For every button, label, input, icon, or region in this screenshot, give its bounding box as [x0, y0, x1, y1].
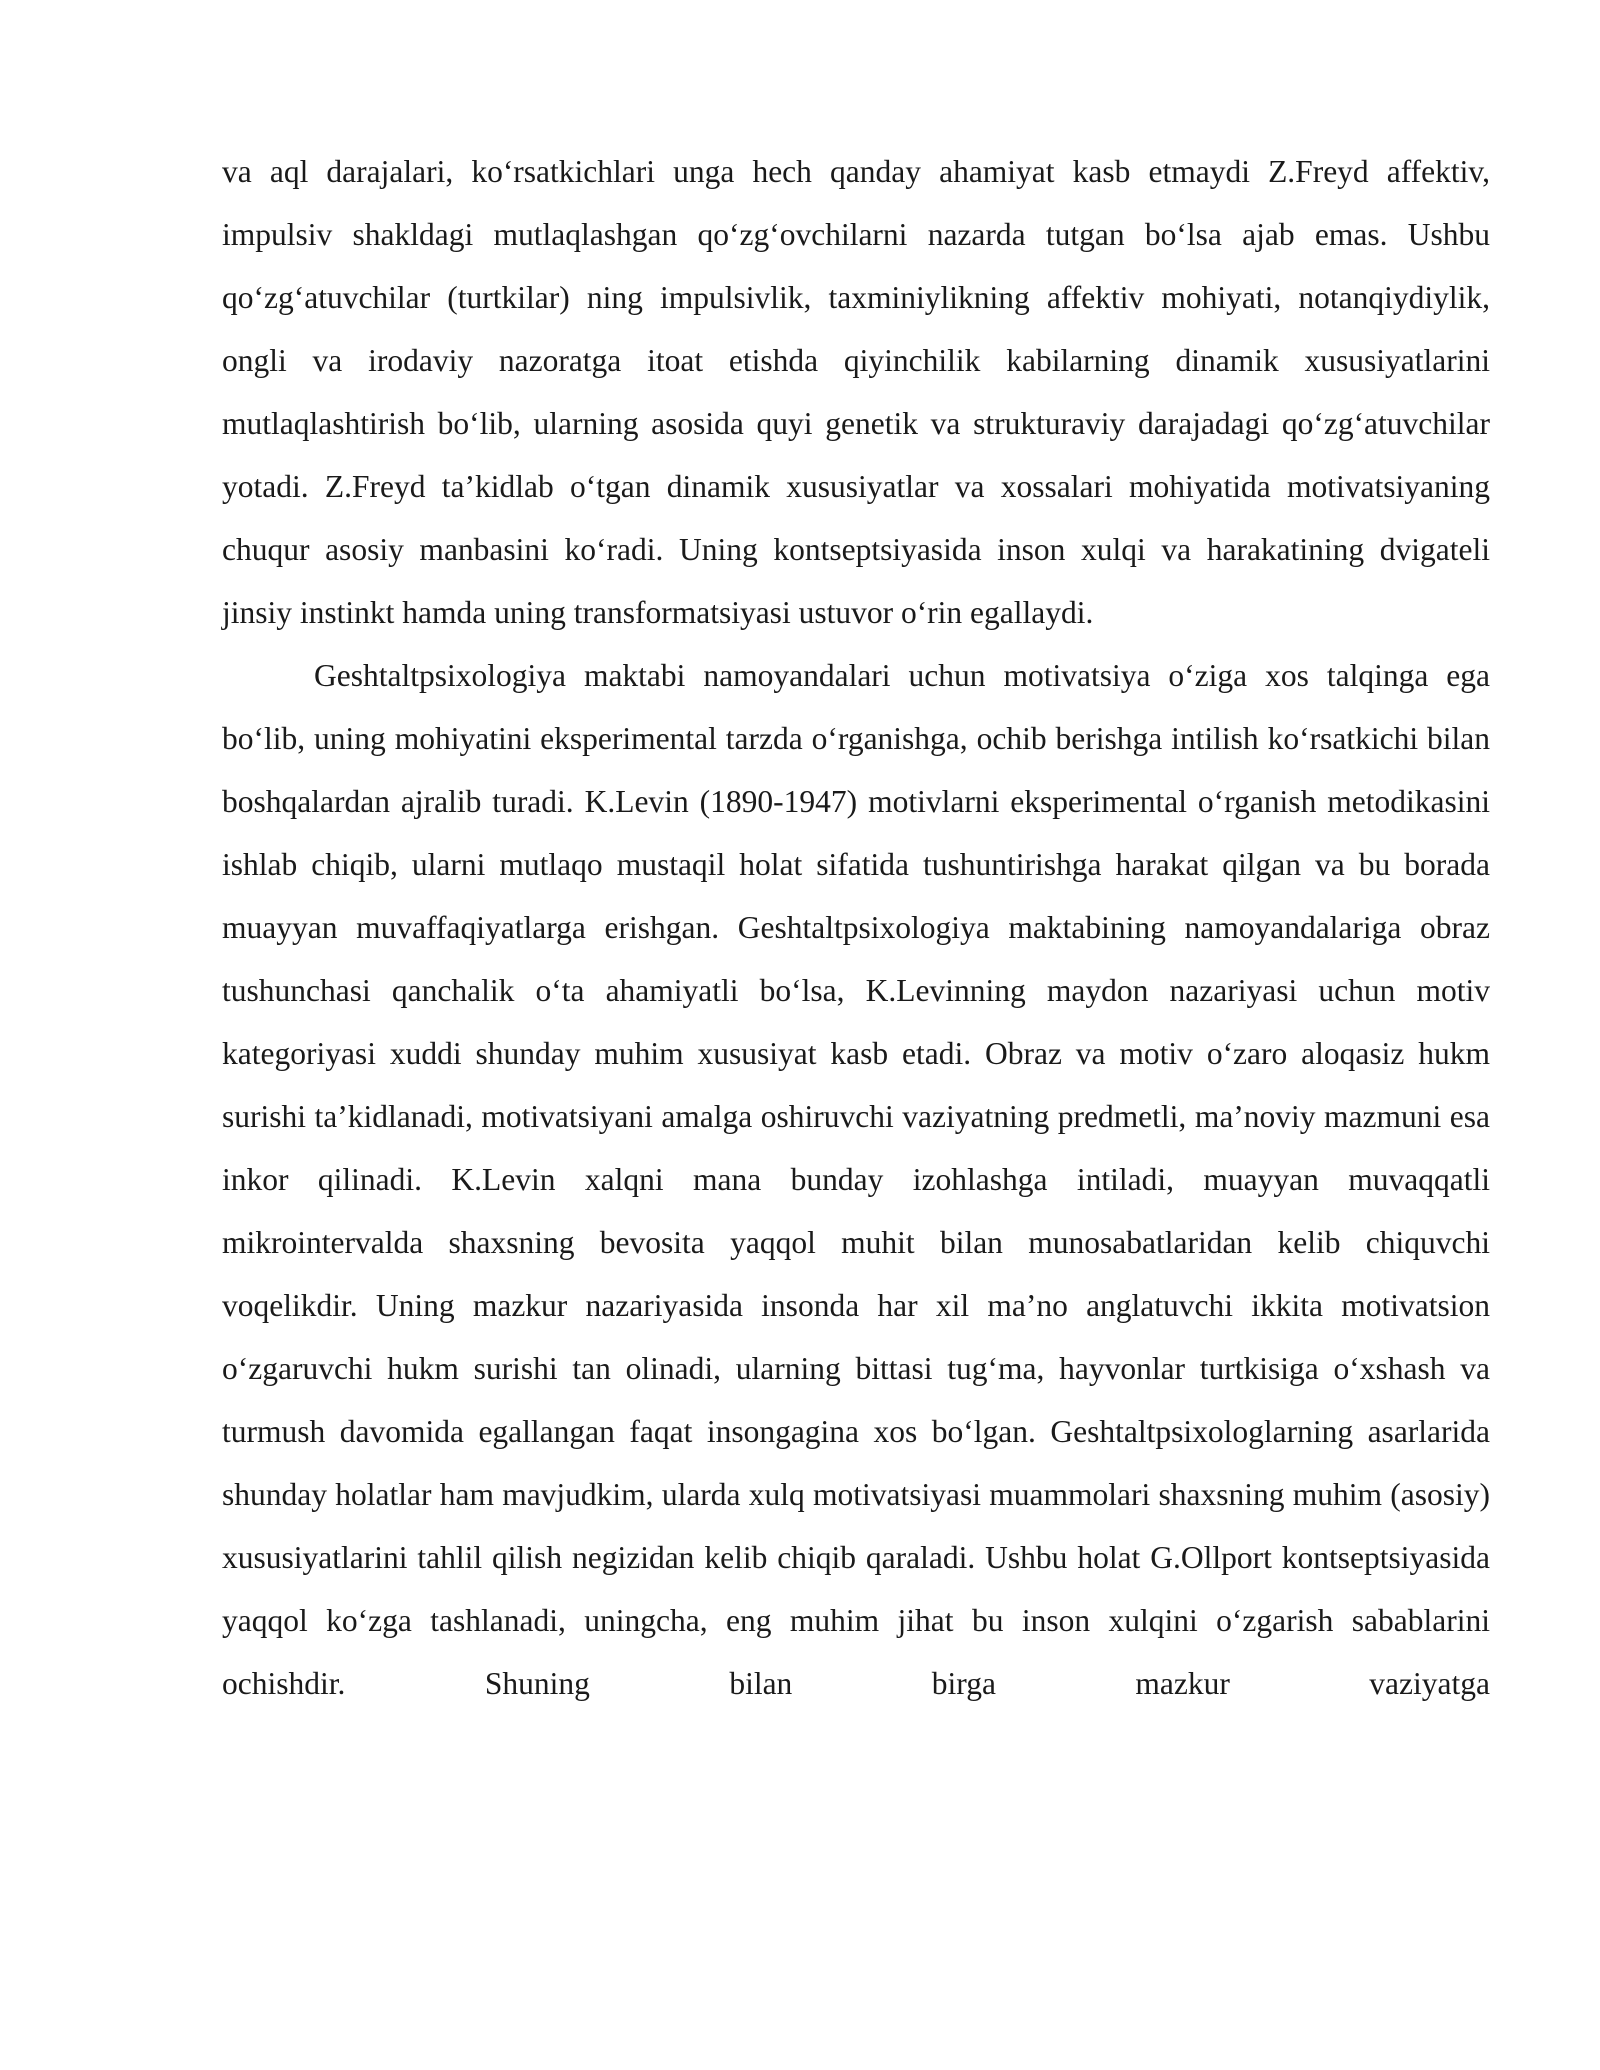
body-text [222, 140, 1490, 1715]
paragraph-geshtaltpsixologiya: Geshtaltpsixologiya maktabi namoyandalari uchun motivatsiya o‘ziga xos talqinga ega bo‘lib, uning mohiyatini eksperimental tarzda o‘rganishga, ochib berishga intilish ko‘rsatkichi bilan boshqalardan ajralib turadi. K.Levin (1890-1947) motivlarni eksperimental o‘rganish metodikasini ishlab chiqib, ularni mutlaqo mustaqil holat sifatida tushuntirishga harakat qilgan va bu borada muayyan muvaffaqiyatlarga erishgan. Geshtaltpsixologiya maktabining namoyandalariga obraz tushunchasi qanchalik o‘ta ahamiyatli bo‘lsa, K.Levinning maydon nazariyasi uchun motiv kategoriyasi xuddi shunday muhim xususiyat kasb etadi. Obraz va motiv o‘zaro aloqasiz hukm surishi ta’kidlanadi, motivatsiyani amalga oshiruvchi vaziyatning predmetli, ma’noviy mazmuni esa inkor qilinadi. K.Levin xalqni mana bunday izohlashga intiladi, muayyan muvaqqatli mikrointervalda shaxsning bevosita yaqqol muhit bilan munosabatlaridan kelib chiquvchi voqelikdir. Uning mazkur nazariyasida insonda har xil ma’no anglatuvchi ikkita motivatsion o‘zgaruvchi hukm surishi tan olinadi, ularning bittasi tug‘ma, hayvonlar turtkisiga o‘xshash va turmush davomida egallangan faqat insongagina xos bo‘lgan. Geshtaltpsixologlarning asarlarida shunday holatlar ham mavjudkim, ularda xulq motivatsiyasi muammolari shaxsning muhim (asosiy) xususiyatlarini tahlil qilish negizidan kelib chiqib qaraladi. Ushbu holat G.Ollport kontseptsiyasida yaqqol ko‘zga tashlanadi, uningcha, eng muhim jihat bu inson xulqini o‘zgarish sabablarini ochishdir. Shuning bilan birga mazkur vaziyatga [222, 658, 1490, 1701]
paragraph-continuation: va aql darajalari, ko‘rsatkichlari unga hech qanday ahamiyat kasb etmaydi Z.Freyd affektiv, impulsiv shakldagi mutlaqlashgan qo‘zg‘ovchilarni nazarda tutgan bo‘lsa ajab emas. Ushbu qo‘zg‘atuvchilar (turtkilar) ning impulsivlik, taxminiylikning affektiv mohiyati, notanqiydiylik, ongli va irodaviy nazoratga itoat etishda qiyinchilik kabilarning dinamik xususiyatlarini mutlaqlashtirish bo‘lib, ularning asosida quyi genetik va strukturaviy darajadagi qo‘zg‘atuvchilar yotadi. Z.Freyd ta’kidlab o‘tgan dinamik xususiyatlar va xossalari mohiyatida motivatsiyaning chuqur asosiy manbasini ko‘radi. Uning kontseptsiyasida inson xulqi va harakatining dvigateli jinsiy instinkt hamda uning transformatsiyasi ustuvor o‘rin egallaydi. [222, 154, 1490, 630]
